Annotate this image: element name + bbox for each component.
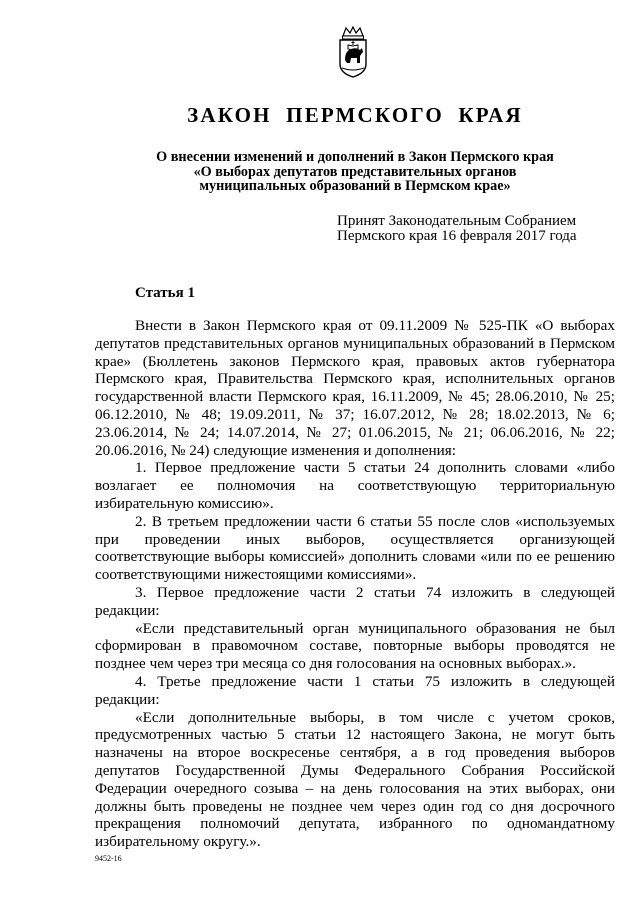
article-heading: Статья 1 — [135, 285, 195, 301]
paragraph-amendment-3-text: «Если представительный орган муниципального образования не был сформирован в правомочном составе, повторные выборы проводятся не позднее чем через три месяца со дня голосования на основных выборах.». — [95, 619, 615, 673]
paragraph-amendment-1: 1. Первое предложение части 5 статьи 24 дополнить словами «либо возлагает ее полномочия на соответствующую территориальную избирательную комиссию». — [95, 459, 615, 512]
subtitle-line: муниципальных образований в Пермском крае» — [199, 178, 511, 195]
footer-document-code: 9452-16 — [95, 854, 122, 863]
paragraph-intro: Внести в Закон Пермского края от 09.11.2009 № 525-ПК «О выборах депутатов представительных органов муниципальных образований в Пермском крае» (Бюллетень законов Пермского края, правовых актов губернатора Пермского края, Правительства Пермского края, исполнительных органов государственной власти Пермского края, 16.11.2009, № 45; 28.06.2010, № 25; 06.12.2010, № 48; 19.09.2011, № 37; 16.07.2012, № 28; 18.02.2013, № 6; 23.06.2014, № 24; 14.07.2014, № 27; 01.06.2015, № 21; 06.06.2016, № 22; 20.06.2016, № 24) следующие изменения и дополнения: — [95, 317, 615, 459]
subtitle-line: О внесении изменений и дополнений в Закон Пермского края — [156, 149, 554, 165]
paragraph-amendment-2: 2. В третьем предложении части 6 статьи 55 после слов «используемых при проведении иных выборов, осуществляется организующей соответствующие выборы комиссией» дополнить словами «или по ее решению соответствующими нижестоящими комиссиями». — [95, 512, 615, 584]
law-title: ЗАКОН ПЕРМСКОГО КРАЯ — [187, 103, 523, 127]
article-body — [95, 317, 615, 851]
paragraph-amendment-4-text: «Если дополнительные выборы, в том числе с учетом сроков, предусмотренных частью 5 статьи 12 настоящего Закона, не могут быть назначены на второе воскресенье сентября, а в год проведения выборов депутатов Государственной Думы Федерального Собрания Российской Федерации очередного созыва – на день голосования на этих выборах, они должны быть проведены не позднее чем через один год со дня досрочного прекращения полномочий депутата, избранного по одномандатному избирательному округу.». — [95, 708, 615, 851]
paragraph-amendment-4: 4. Третье предложение части 1 статьи 75 изложить в следующей редакции: — [95, 672, 615, 708]
adoption-line: Пермского края 16 февраля 2017 года — [337, 228, 577, 245]
paragraph-amendment-3: 3. Первое предложение части 2 статьи 74 изложить в следующей редакции: — [95, 583, 615, 619]
adoption-line: Принят Законодательным Собранием — [337, 213, 577, 229]
law-subtitle — [100, 150, 610, 194]
perm-krai-emblem-icon — [332, 26, 374, 78]
subtitle-line: «О выборах депутатов представительных органов — [193, 163, 517, 180]
adoption-note — [337, 214, 577, 244]
